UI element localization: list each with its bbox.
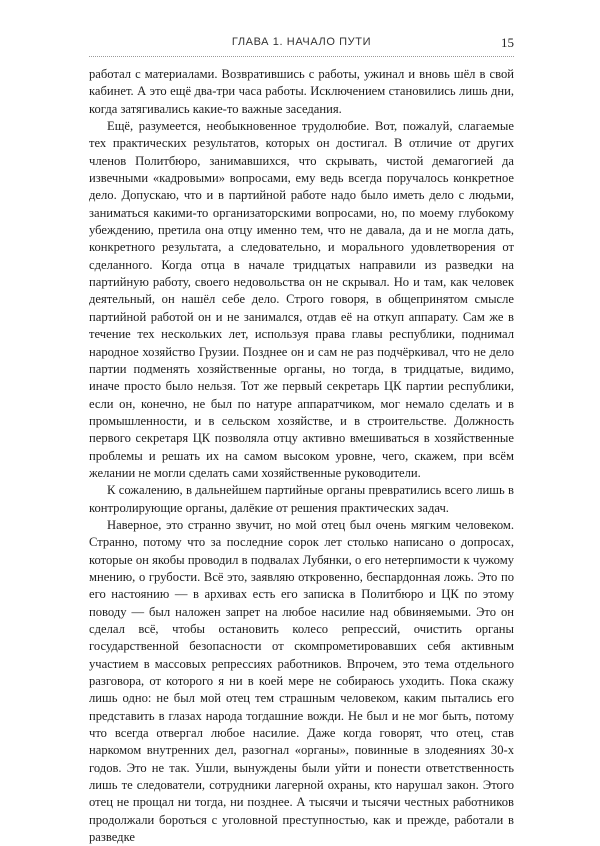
page-number: 15 [501, 35, 514, 50]
body-text [89, 66, 514, 846]
running-head: ГЛАВА 1. НАЧАЛО ПУТИ [231, 36, 372, 48]
paragraph: Ещё, разумеется, необыкновенное трудолюбие. Вот, пожалуй, слагаемые тех практических результатов, которых он достигал. В отличие от других членов Политбюро, занимавшихся, что скрывать, чистой демагогией да извечными «кадровыми» вопросами, ему ведь всегда поручалось конкретное дело. Допускаю, что и в партийной работе надо было иметь дело с людьми, заниматься какими-то организаторскими вопросами, но, по моему глубокому убеждению, претила она отцу именно тем, что не давала, да и не могла дать, конкретного результата, а следовательно, и морального удовлетворения от сделанного. Когда отца в начале тридцатых направили из разведки на партийную работу, своего недовольства он не скрывал. Но и там, как человек деятельный, он нашёл себе дело. Строго говоря, в общепринятом смысле партийной работой он и не занимался, отдав её на откуп аппарату. Сам же в течение тех нескольких лет, используя права главы республики, поднимал народное хозяйство Грузии. Позднее он и сам не раз подчёркивал, что не дело партии подменять хозяйственные органы, но тогда, в тридцатые, видимо, иначе просто было нельзя. Тот же первый секретарь ЦК партии республики, если он, конечно, не был по натуре аппаратчиком, мог немало сделать и в промышленности, и в сельском хозяйстве, и в строительстве. Должность первого секретаря ЦК позволяла отцу активно вмешиваться в хозяйственные проблемы и решать их на самом высоком уровне, чего, скажем, при всём желании не могли сделать сами хозяйственные руководители. [89, 119, 514, 480]
paragraph: К сожалению, в дальнейшем партийные органы превратились всего лишь в контролирующие органы, далёкие от решения практических задач. [89, 483, 514, 515]
page-header [89, 36, 514, 54]
paragraph-continuation: работал с материалами. Возвратившись с работы, ужинал и вновь шёл в свой кабинет. А это ещё два-три часа работы. Исключением становились лишь дни, когда затягивались какие-то важные заседания. [89, 67, 514, 116]
header-rule [89, 56, 514, 57]
paragraph: Наверное, это странно звучит, но мой отец был очень мягким человеком. Странно, потому что за последние сорок лет столько написано о допросах, которые он якобы проводил в подвалах Лубянки, о его нетерпимости к чужому мнению, о грубости. Всё это, заявляю откровенно, беспардонная ложь. Это по его настоянию — в архивах есть его записка в Политбюро и ЦК по этому поводу — был наложен запрет на любое насилие над обвиняемыми. Это он сделал всё, чтобы остановить колесо репрессий, очистить органы государственной безопасности от скомпрометировавших себя активным участием в массовых репрессиях работников. Впрочем, это тема отдельного разговора, от которого я ни в коей мере не собираюсь уходить. Пока скажу лишь одно: не был мой отец тем страшным человеком, каким пытались его представить в глазах народа тогдашние вожди. Не был и не мог быть, потому что всегда отвергал любое насилие. Даже когда говорят, что отец, став наркомом внутренних дел, разогнал «органы», повинные в злодеяниях 30-х годов. Это не так. Ушли, вынуждены были уйти и понести ответственность лишь те следователи, сотрудники лагерной охраны, кто нарушал закон. Этого отец не прощал ни тогда, ни позднее. А тысячи и тысячи честных работников продолжали бороться с уголовной преступностью, как и прежде, работали в разведке [89, 517, 514, 845]
